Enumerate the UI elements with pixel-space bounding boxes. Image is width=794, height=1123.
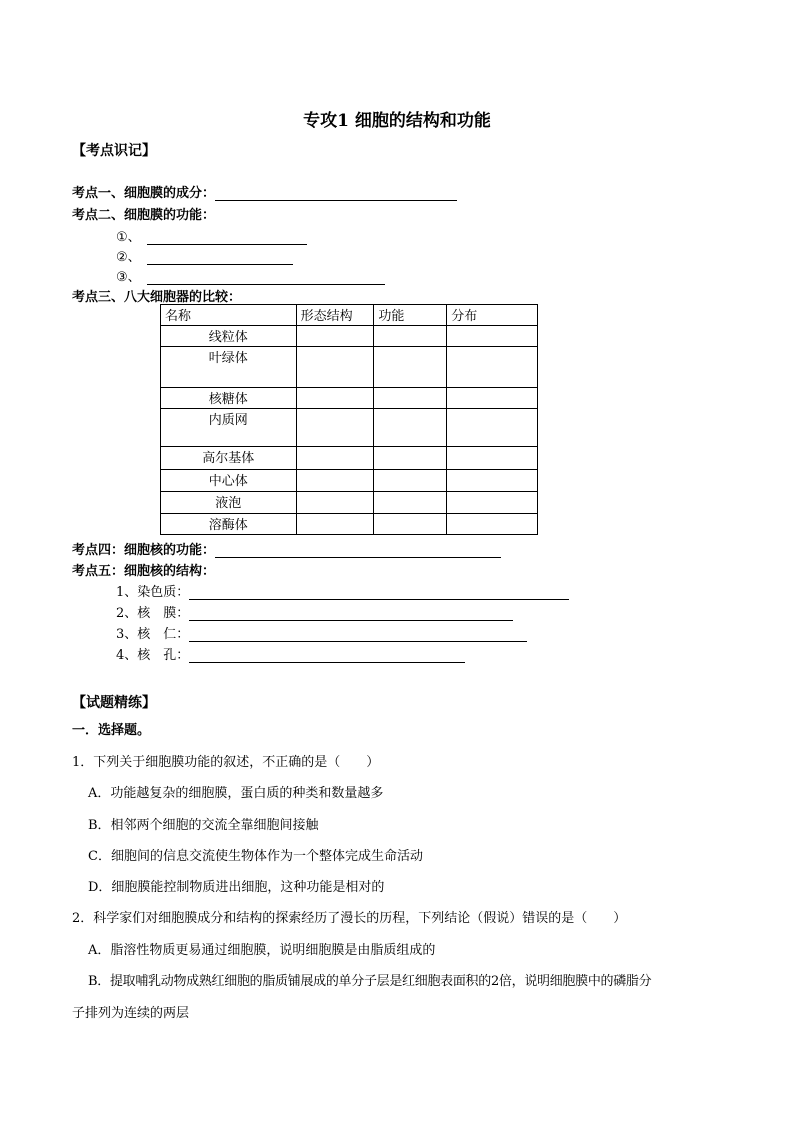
table-cell — [447, 326, 538, 347]
point-2-item — [116, 246, 293, 265]
table-cell — [374, 388, 447, 409]
item-label: 1、染色质： — [116, 585, 190, 600]
organelle-name: 高尔基体 — [161, 447, 297, 470]
table-cell — [447, 514, 538, 535]
point-5-item — [116, 623, 527, 642]
organelle-name: 核糖体 — [161, 388, 297, 409]
answer-blank — [189, 648, 465, 663]
table-row — [161, 409, 538, 447]
table-cell — [374, 514, 447, 535]
answer-blank — [147, 270, 385, 285]
point-5-item — [116, 581, 569, 600]
item-marker: ③、 — [116, 270, 141, 285]
table-cell — [447, 470, 538, 492]
answer-blank — [215, 186, 457, 201]
point-2-item — [116, 266, 385, 285]
point-2-item — [116, 226, 307, 245]
table-cell — [447, 347, 538, 388]
table-cell — [296, 347, 374, 388]
section-heading-points: 【考点识记】 — [72, 143, 156, 159]
question-1-option-a: A．功能越复杂的细胞膜，蛋白质的种类和数量越多 — [88, 786, 384, 801]
table-row — [161, 326, 538, 347]
organelle-name: 叶绿体 — [161, 347, 297, 388]
answer-blank — [189, 606, 513, 621]
part-heading: 一．选择题。 — [72, 723, 151, 738]
table-cell — [296, 447, 374, 470]
question-1-option-c: C．细胞间的信息交流使生物体作为一个整体完成生命活动 — [88, 849, 423, 864]
table-header-cell: 功能 — [374, 305, 447, 326]
table-header-cell: 分布 — [447, 305, 538, 326]
item-label: 2、核 膜： — [116, 606, 190, 621]
organelle-name: 线粒体 — [161, 326, 297, 347]
table-row — [161, 492, 538, 514]
question-2-option-a: A．脂溶性物质更易通过细胞膜，说明细胞膜是由脂质组成的 — [88, 943, 436, 958]
point-4-label: 考点四：细胞核的功能： — [72, 543, 216, 558]
table-cell — [296, 326, 374, 347]
answer-blank — [215, 543, 501, 558]
item-marker: ②、 — [116, 250, 141, 265]
table-cell — [296, 470, 374, 492]
table-cell — [447, 388, 538, 409]
point-2-label: 考点二、细胞膜的功能： — [72, 208, 216, 223]
item-marker: ①、 — [116, 230, 141, 245]
question-2-option-b-continued: 子排列为连续的两层 — [72, 1006, 190, 1021]
question-2-option-b: B．提取哺乳动物成熟红细胞的脂质铺展成的单分子层是红细胞表面积的2倍，说明细胞膜中的磷脂分 — [88, 974, 652, 989]
question-1-stem: 1．下列关于细胞膜功能的叙述，不正确的是（ ） — [72, 755, 380, 770]
page-title: 专攻1 细胞的结构和功能 — [303, 111, 491, 131]
table-cell — [447, 447, 538, 470]
point-5-item — [116, 602, 513, 621]
answer-blank — [189, 585, 569, 600]
point-1-label: 考点一、细胞膜的成分： — [72, 186, 216, 201]
point-5-item — [116, 644, 465, 663]
table-row — [161, 447, 538, 470]
organelle-name: 内质网 — [161, 409, 297, 447]
question-2-stem: 2．科学家们对细胞膜成分和结构的探索经历了漫长的历程，下列结论（假说）错误的是（ ） — [72, 911, 627, 926]
answer-blank — [189, 627, 527, 642]
answer-blank — [147, 250, 293, 265]
item-label: 4、核 孔： — [116, 648, 190, 663]
table-cell — [374, 409, 447, 447]
table-cell — [447, 409, 538, 447]
point-5-label: 考点五：细胞核的结构： — [72, 564, 216, 579]
table-cell — [296, 409, 374, 447]
organelle-name: 溶酶体 — [161, 514, 297, 535]
section-heading-practice: 【试题精练】 — [72, 695, 156, 711]
table-header-cell: 形态结构 — [296, 305, 374, 326]
table-cell — [374, 347, 447, 388]
table-header-cell: 名称 — [161, 305, 297, 326]
answer-blank — [147, 230, 307, 245]
table-row — [161, 470, 538, 492]
point-3-label: 考点三、八大细胞器的比较： — [72, 290, 242, 305]
question-1-option-b: B．相邻两个细胞的交流全靠细胞间接触 — [88, 818, 319, 833]
table-cell — [296, 514, 374, 535]
table-row — [161, 388, 538, 409]
organelle-comparison-table — [160, 304, 538, 535]
table-header-row — [161, 305, 538, 326]
table-cell — [374, 447, 447, 470]
table-cell — [296, 388, 374, 409]
table-row — [161, 347, 538, 388]
table-cell — [374, 326, 447, 347]
table-cell — [374, 492, 447, 514]
table-row — [161, 514, 538, 535]
organelle-name: 中心体 — [161, 470, 297, 492]
point-4 — [72, 539, 501, 558]
organelle-name: 液泡 — [161, 492, 297, 514]
table-cell — [447, 492, 538, 514]
point-1 — [72, 182, 457, 201]
question-1-option-d: D．细胞膜能控制物质进出细胞，这种功能是相对的 — [88, 880, 385, 895]
table-cell — [374, 470, 447, 492]
table-cell — [296, 492, 374, 514]
item-label: 3、核 仁： — [116, 627, 190, 642]
